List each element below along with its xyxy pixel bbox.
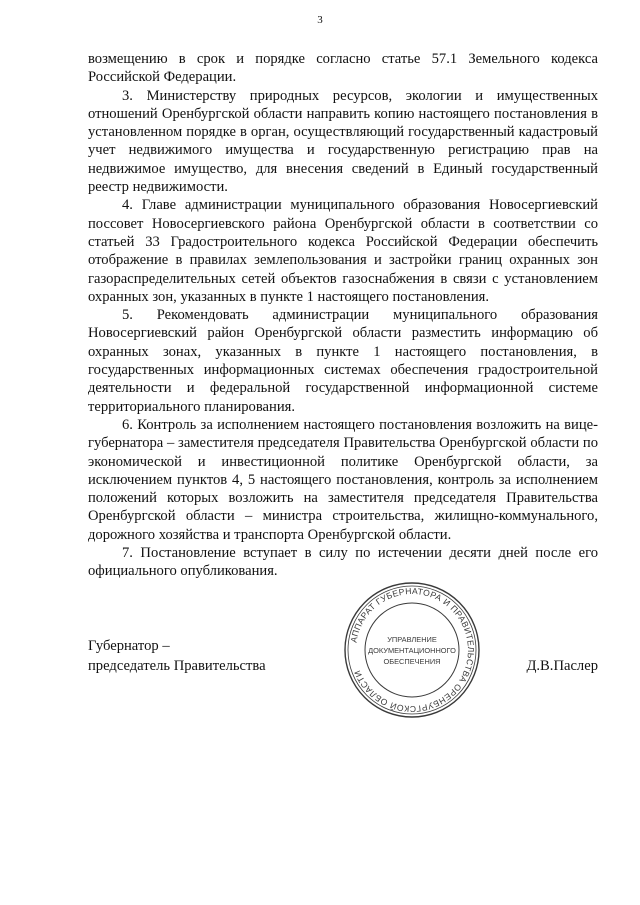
paragraph-continuation: возмещению в срок и порядке согласно статье 57.1 Земельного кодекса Российской Федерации.	[88, 51, 598, 86]
stamp-center-line1: УПРАВЛЕНИЕ	[387, 635, 437, 644]
signatory-name: Д.В.Паслер	[526, 658, 598, 674]
signatory-title-line1: Губернатор –	[88, 638, 170, 654]
signatory-title	[88, 636, 266, 676]
stamp-ring-text: АППАРАТ ГУБЕРНАТОРА И ПРАВИТЕЛЬСТВА ОРЕНБУРГСКОЙ ОБЛАСТИ	[348, 585, 477, 715]
page-number: 3	[317, 14, 323, 26]
paragraph-item-6: 6. Контроль за исполнением настоящего постановления возложить на вице-губернатора – заместителя председателя Правительства Оренбургской области по экономической и инвестиционной политике Оренбургской области, за исключением пунктов 4, 5 настоящего постановления, контроль за исполнением положений которых возложить на заместителя председателя Правительства Оренбургской области – министра строительства, жилищно-коммунального, дорожного хозяйства и транспорта Оренбургской области.	[88, 416, 598, 543]
stamp-center-line3: ОБЕСПЕЧЕНИЯ	[383, 657, 441, 666]
signatory-title-line2: председатель Правительства	[88, 658, 266, 674]
official-stamp	[342, 580, 482, 720]
stamp-center-line2: ДОКУМЕНТАЦИОННОГО	[368, 646, 456, 655]
paragraph-item-3: 3. Министерству природных ресурсов, экологии и имущественных отношений Оренбургской области направить копию настоящего постановления в установленном порядке в орган, осуществляющий государственный кадастровый учет недвижимого имущества и государственную регистрацию прав на недвижимое имущество, для внесения сведений в Единый государственный реестр недвижимости.	[88, 87, 598, 196]
document-body	[88, 50, 598, 581]
paragraph-item-7: 7. Постановление вступает в силу по истечении десяти дней после его официального опубликования.	[88, 545, 598, 580]
paragraph-item-4: 4. Главе администрации муниципального образования Новосергиевский поссовет Новосергиевского района Оренбургской области в соответствии со статьей 33 Градостроительного кодекса Российской Федерации обеспечить отображение в правилах землепользования и застройки границ охранных зон газораспределительных сетей объектов газоснабжения в связи с установлением охранных зон, указанных в пункте 1 настоящего постановления.	[88, 197, 598, 305]
paragraph-item-5: 5. Рекомендовать администрации муниципального образования Новосергиевский район Оренбургской области разместить информацию об охранных зонах, указанных в пункте 1 настоящего постановления, в государственных информационных системах обеспечения градостроительной деятельности и федеральной государственной информационной системе территориального планирования.	[88, 307, 598, 415]
